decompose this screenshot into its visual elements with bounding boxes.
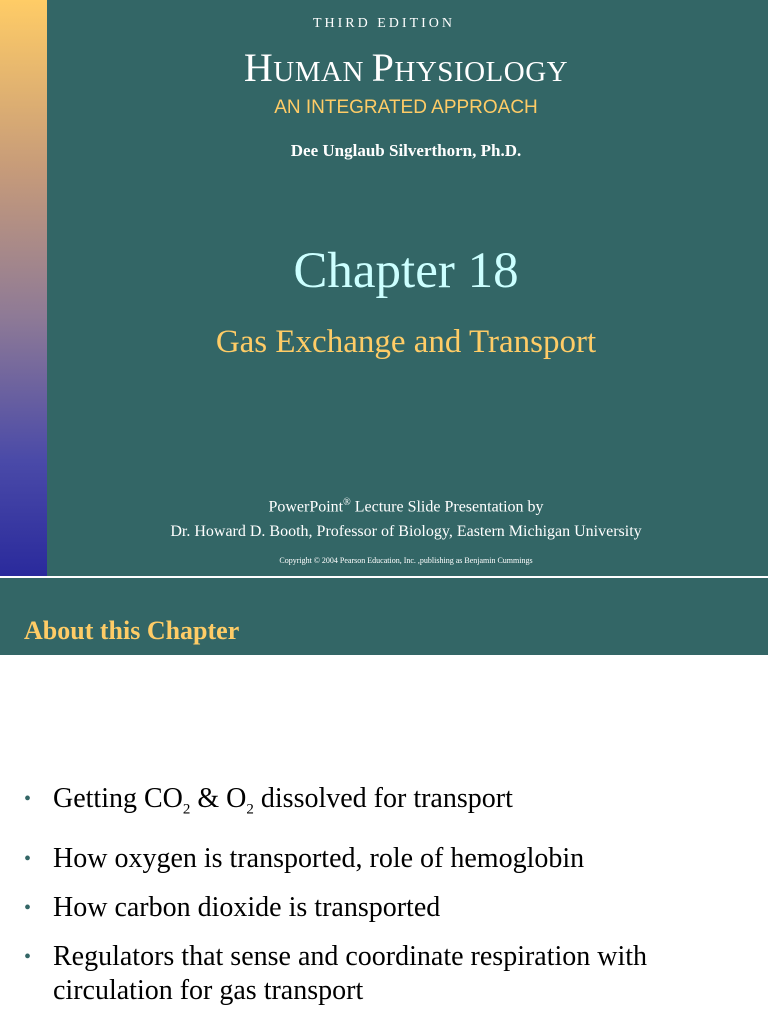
edition-label: THIRD EDITION: [312, 16, 456, 31]
book-subtitle: AN INTEGRATED APPROACH: [274, 97, 538, 118]
bullet4-text: Regulators that sense and coordinate respiration with circulation for gas transport: [53, 940, 648, 1006]
title-rest-uman: UMAN: [273, 56, 372, 88]
about-heading: About this Chapter: [24, 616, 240, 645]
presentation-suffix: Lecture Slide Presentation by: [350, 498, 544, 516]
author-name: Dee Unglaub Silverthorn, Ph.D.: [290, 141, 522, 160]
bullet-item: [24, 940, 754, 1008]
co2-subscript: 2: [182, 801, 191, 818]
bullet-item: [24, 842, 754, 876]
bullet1-text-a: Getting CO: [53, 783, 183, 814]
bullet-dot-icon: •: [24, 788, 32, 810]
bullet2-text: How oxygen is transported, role of hemoglobin: [53, 842, 585, 874]
bullet-dot-icon: •: [24, 896, 32, 919]
bullet1-text-b: & O: [190, 783, 247, 814]
chapter-title: Gas Exchange and Transport: [215, 324, 597, 360]
title-rest-hysiology: HYSIOLOGY: [394, 56, 569, 88]
bullet-dot-icon: •: [24, 847, 32, 870]
bullet-list: [24, 782, 754, 1023]
about-slide-header: [0, 578, 768, 655]
bullet3-text: How carbon dioxide is transported: [53, 891, 441, 923]
o2-subscript: 2: [246, 801, 254, 818]
book-title: [0, 44, 768, 91]
powerpoint-label: PowerPoint: [268, 498, 344, 516]
copyright-notice: Copyright © 2004 Pearson Education, Inc. ,publishing as Benjamin Cummings: [279, 556, 533, 565]
bullet-item: [24, 782, 754, 827]
presenter-name: Dr. Howard D. Booth, Professor of Biology, Eastern Michigan University: [170, 523, 642, 540]
chapter-number: Chapter 18: [293, 243, 519, 299]
title-cap-p: P: [371, 45, 395, 90]
presentation-credit: [0, 497, 768, 516]
registered-mark: ®: [343, 497, 351, 508]
bullet-dot-icon: •: [24, 945, 32, 968]
title-cap-h: H: [243, 45, 274, 90]
bullet1-text-c: dissolved for transport: [253, 783, 513, 814]
bullet-item: [24, 891, 754, 925]
